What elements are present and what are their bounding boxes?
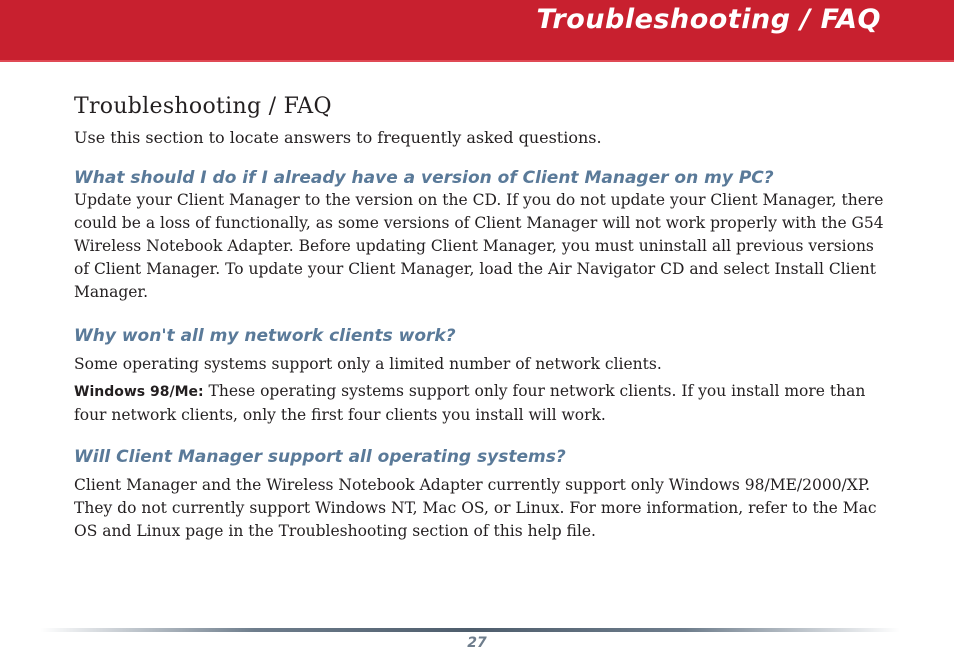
footer-rule: [40, 628, 900, 632]
header-title: Troubleshooting / FAQ: [536, 4, 881, 35]
faq-item: [74, 446, 884, 543]
faq-question: Why won't all my network clients work?: [74, 326, 456, 347]
faq-question: Will Client Manager support all operating systems?: [74, 447, 566, 468]
faq-answer: Some operating systems support only a limited number of network clients.: [74, 355, 662, 374]
faq-answer: Client Manager and the Wireless Notebook Adapter currently support only Windows 98/ME/2000/XP. They do not currently support Windows NT, Mac OS, or Linux. For more information, refer to the Mac OS and Linux page in the Troubleshooting section of this help file.: [74, 476, 877, 541]
faq-note: [74, 380, 884, 427]
faq-item: [74, 167, 884, 304]
faq-answer: Update your Client Manager to the version on the CD. If you do not update your Client Manager, there could be a loss of functionally, as some versions of Client Manager will not work properly with the G54 Wireless Notebook Adapter. Before updating Client Manager, you must uninstall all previous versions of Client Manager. To update your Client Manager, load the Air Navigator CD and select Install Client Manager.: [74, 191, 884, 302]
page-number: 27: [467, 635, 487, 651]
header-band: [0, 0, 954, 62]
page-title: Troubleshooting / FAQ: [74, 94, 332, 119]
intro-text: Use this section to locate answers to frequently asked questions.: [74, 128, 602, 148]
faq-note-text: These operating systems support only four network clients. If you install more than four network clients, only the first four clients you install will work.: [74, 382, 866, 425]
page-content: [74, 94, 884, 543]
faq-item: [74, 325, 884, 427]
faq-question: What should I do if I already have a version of Client Manager on my PC?: [74, 168, 774, 189]
faq-note-lead: Windows 98/Me:: [74, 384, 204, 401]
